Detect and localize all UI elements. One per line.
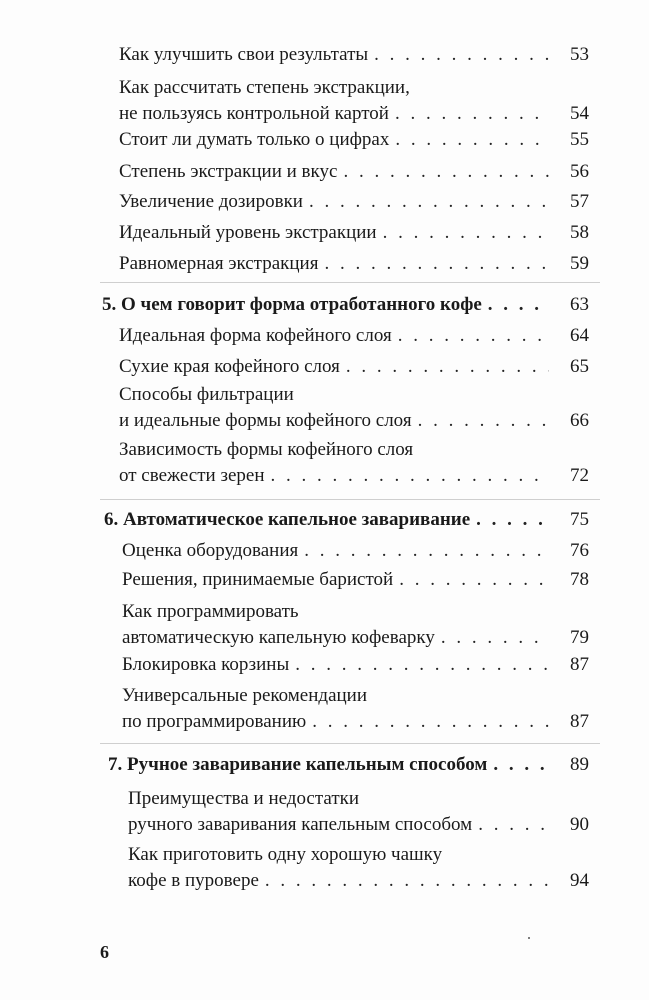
dot-leader xyxy=(488,292,549,318)
toc-entry-title: Способы фильтрации xyxy=(119,384,294,405)
toc-entry-page: 87 xyxy=(570,711,589,732)
toc-entry-page: 57 xyxy=(570,191,589,212)
dot-leader xyxy=(493,752,549,778)
toc-entry xyxy=(119,75,589,127)
dot-leader xyxy=(265,868,549,894)
toc-entry-title: Идеальный уровень экстракции xyxy=(119,222,377,243)
dot-leader xyxy=(374,42,549,68)
toc-entry-title: и идеальные формы кофейного слоя xyxy=(119,410,412,431)
toc-entry-title: Универсальные рекомендации xyxy=(122,685,368,706)
toc-chapter-entry xyxy=(104,507,589,533)
toc-chapter-entry xyxy=(102,292,589,318)
toc-entry xyxy=(122,683,589,735)
section-divider xyxy=(100,499,600,500)
toc-entry xyxy=(119,159,589,185)
toc-entry-title: Как программировать xyxy=(122,601,299,622)
toc-entry-page: 53 xyxy=(570,44,589,65)
toc-entry-page: 79 xyxy=(570,627,589,648)
dot-leader xyxy=(271,463,549,489)
toc-entry xyxy=(128,786,589,838)
toc-entry-title: Увеличение дозировки xyxy=(119,191,303,212)
dot-leader xyxy=(312,709,549,735)
toc-entry-title: ручного заваривания капельным способом xyxy=(128,814,473,835)
dot-leader xyxy=(399,567,549,593)
toc-entry-page: 55 xyxy=(570,129,589,150)
dot-leader xyxy=(398,323,549,349)
toc-entry-title: от свежести зерен xyxy=(119,465,265,486)
toc-entry-page: 76 xyxy=(570,540,589,561)
toc-entry xyxy=(119,189,589,215)
section-divider xyxy=(100,743,600,744)
dot-leader xyxy=(383,220,549,246)
dot-leader xyxy=(441,625,549,651)
toc-entry xyxy=(119,42,589,68)
dot-leader xyxy=(343,159,549,185)
toc-entry xyxy=(128,842,589,894)
toc-entry xyxy=(119,127,589,153)
toc-entry-title: кофе в пуровере xyxy=(128,870,259,891)
toc-entry-title: Стоит ли думать только о цифрах xyxy=(119,129,390,150)
toc-entry-page: 87 xyxy=(570,654,589,675)
toc-entry-title: Сухие края кофейного слоя xyxy=(119,356,340,377)
toc-entry-page: 90 xyxy=(570,814,589,835)
page-number: 6 xyxy=(100,942,109,962)
toc-entry-title: Преимущества и недостатки xyxy=(128,788,360,809)
toc-entry xyxy=(119,251,589,277)
toc-entry-page: 66 xyxy=(570,410,589,431)
toc-entry-page: 75 xyxy=(570,509,589,530)
toc-entry-title: Зависимость формы кофейного слоя xyxy=(119,439,414,460)
print-speck xyxy=(528,937,530,939)
dot-leader xyxy=(478,812,549,838)
dot-leader xyxy=(295,652,549,678)
toc-entry xyxy=(122,567,589,593)
toc-entry-page: 64 xyxy=(570,325,589,346)
toc-entry xyxy=(122,538,589,564)
toc-entry-page: 58 xyxy=(570,222,589,243)
toc-chapter-title: 7. Ручное заваривание капельным способом xyxy=(108,754,488,775)
toc-entry-page: 63 xyxy=(570,294,589,315)
toc-entry-title: не пользуясь контрольной картой xyxy=(119,103,389,124)
toc-entry-page: 89 xyxy=(570,754,589,775)
dot-leader xyxy=(395,127,549,153)
toc-entry xyxy=(122,652,589,678)
toc-chapter-title: 6. Автоматическое капельное заваривание xyxy=(104,509,471,530)
toc-entry xyxy=(119,382,589,434)
toc-entry-title: Решения, принимаемые баристой xyxy=(122,569,394,590)
toc-entry-title: автоматическую капельную кофеварку xyxy=(122,627,435,648)
toc-entry-page: 54 xyxy=(570,103,589,124)
dot-leader xyxy=(346,354,549,380)
toc-chapter-entry xyxy=(108,752,589,778)
toc-entry xyxy=(119,323,589,349)
toc-entry-title: Блокировка корзины xyxy=(122,654,290,675)
toc-entry xyxy=(119,354,589,380)
dot-leader xyxy=(324,251,549,277)
toc-entry-title: Как приготовить одну хорошую чашку xyxy=(128,844,443,865)
section-divider xyxy=(100,282,600,283)
toc-entry-title: Степень экстракции и вкус xyxy=(119,161,338,182)
dot-leader xyxy=(309,189,549,215)
toc-entry-page: 56 xyxy=(570,161,589,182)
toc-entry xyxy=(119,437,589,489)
toc-entry-page: 59 xyxy=(570,253,589,274)
toc-entry-page: 72 xyxy=(570,465,589,486)
dot-leader xyxy=(476,507,549,533)
toc-entry-title: Идеальная форма кофейного слоя xyxy=(119,325,392,346)
toc-chapter-title: 5. О чем говорит форма отработанного кофе xyxy=(102,294,482,315)
toc-entry-title: Как рассчитать степень экстракции, xyxy=(119,77,410,98)
toc-entry-title: по программированию xyxy=(122,711,307,732)
toc-entry-title: Равномерная экстракция xyxy=(119,253,319,274)
toc-entry-title: Как улучшить свои результаты xyxy=(119,44,369,65)
toc-entry-title: Оценка оборудования xyxy=(122,540,299,561)
dot-leader xyxy=(395,101,549,127)
toc-entry-page: 94 xyxy=(570,870,589,891)
dot-leader xyxy=(418,408,549,434)
toc-entry xyxy=(119,220,589,246)
toc-entry xyxy=(122,599,589,651)
toc-entry-page: 78 xyxy=(570,569,589,590)
toc-entry-page: 65 xyxy=(570,356,589,377)
dot-leader xyxy=(304,538,549,564)
